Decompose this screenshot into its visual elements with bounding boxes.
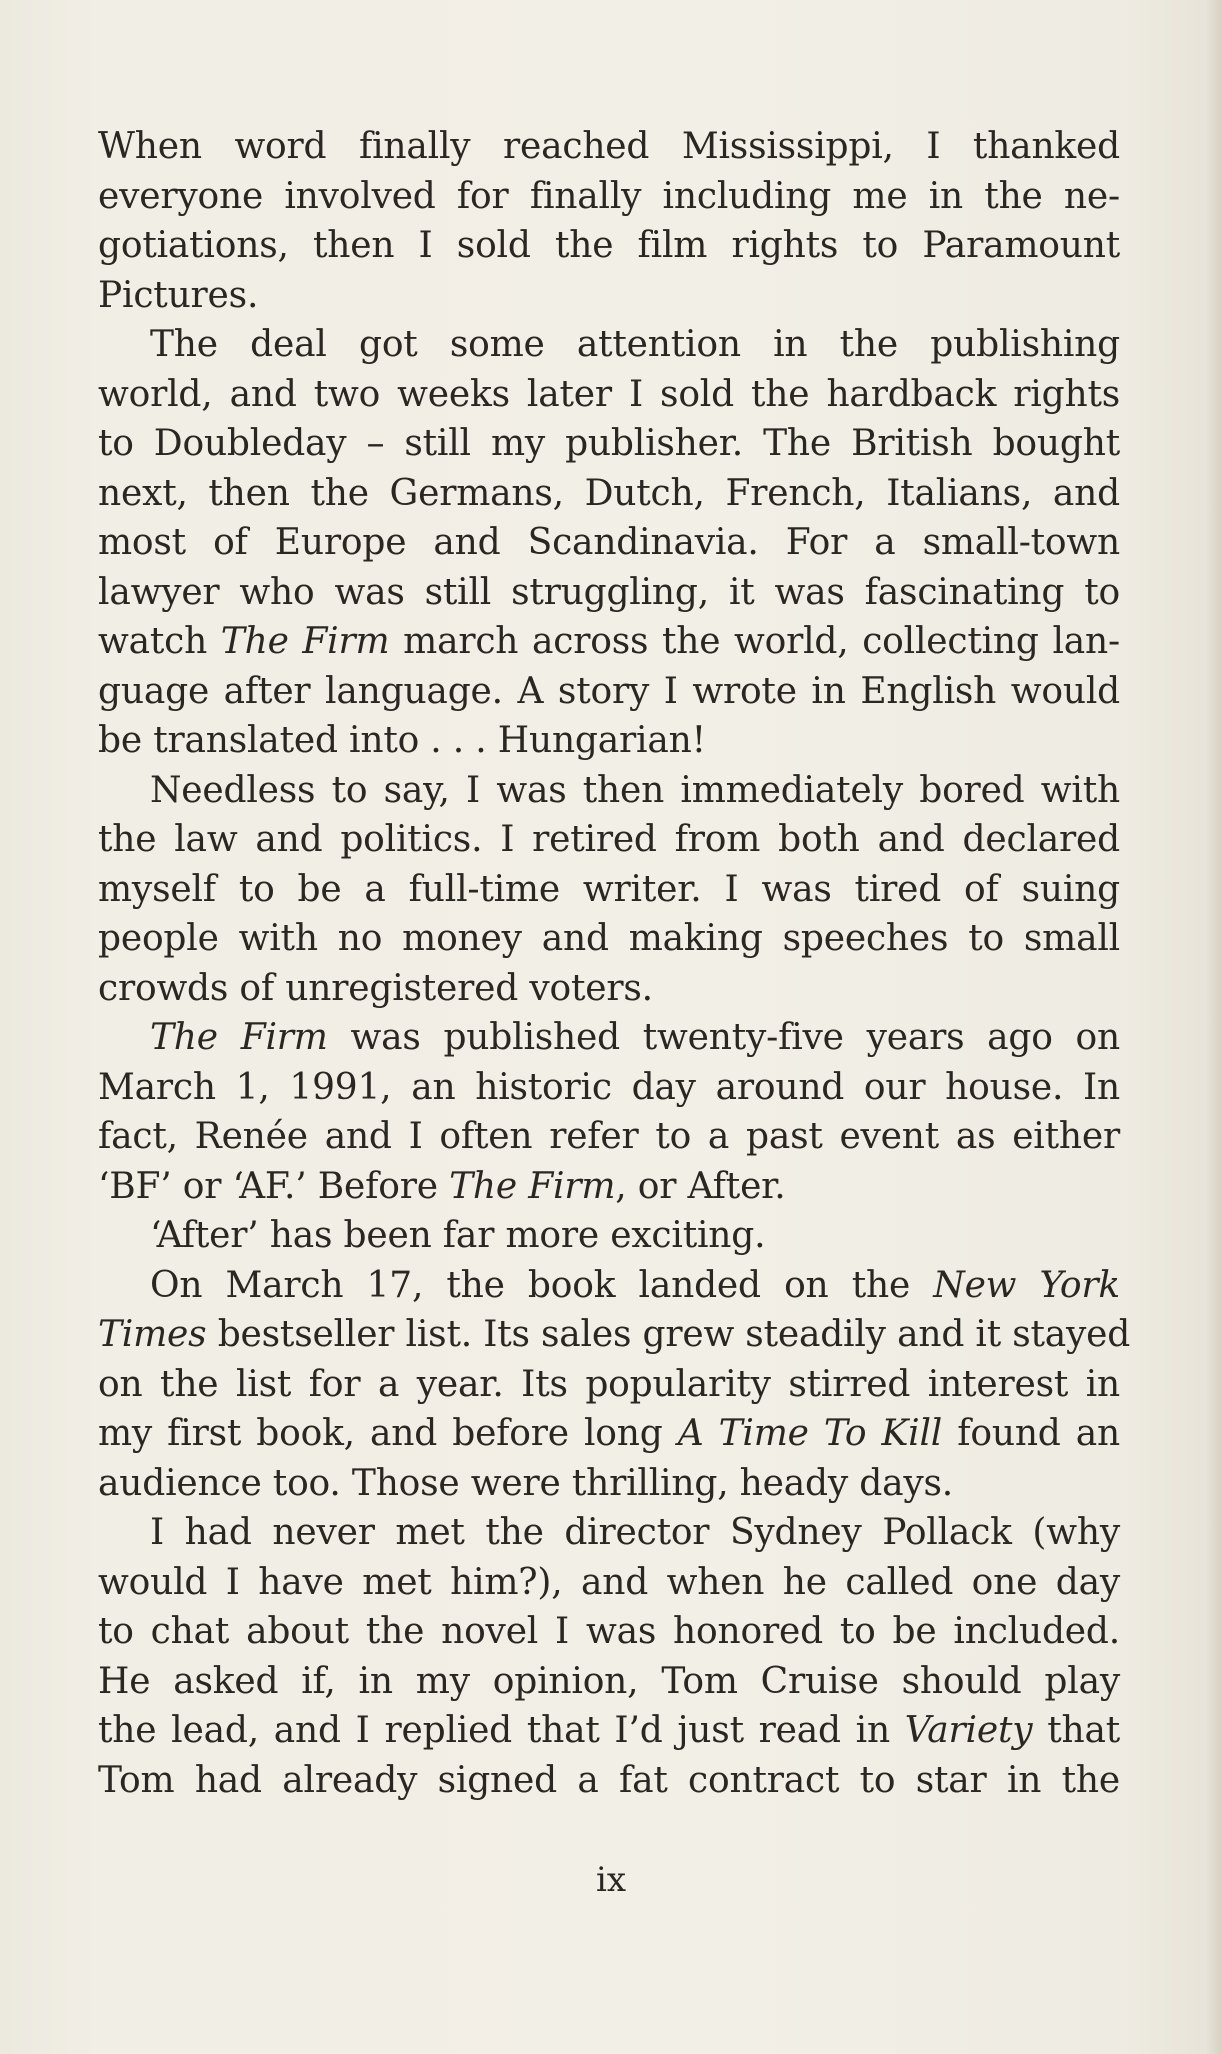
text-run: that <box>1032 1710 1120 1751</box>
text-run: , or After. <box>615 1165 786 1207</box>
paragraph-4 <box>98 1013 1120 1211</box>
text-line: to Doubleday – still my publisher. The British bought <box>98 423 1120 464</box>
text-line: lawyer who was still struggling, it was fascinating to <box>98 571 1120 613</box>
text-line: I had never met the director Sydney Pollack (why <box>150 1512 1120 1553</box>
text-line <box>98 1162 1120 1212</box>
text-line: He asked if, in my opinion, Tom Cruise should play <box>98 1660 1120 1702</box>
text-line: would I have met him?), and when he called one day <box>98 1561 1120 1603</box>
text-line: Tom had already signed a fat contract to star in the <box>98 1759 1120 1801</box>
text-line: March 1, 1991, an historic day around our house. In <box>98 1066 1120 1108</box>
text-line: gotiations, then I sold the film rights to Paramount <box>98 225 1120 266</box>
text-run: watch <box>98 621 221 662</box>
text-run: my first book, and before long <box>98 1413 678 1454</box>
text-run: march across the world, collecting lan- <box>389 621 1120 662</box>
page-number: ix <box>595 1860 627 1900</box>
text-run: On March 17, the book landed on the <box>150 1264 934 1306</box>
text-line: to chat about the novel I was honored to be included. <box>98 1611 1120 1652</box>
page-edge-shadow <box>1206 0 1222 2054</box>
text-run: bestseller list. Its sales grew steadily and it stayed <box>206 1314 1131 1355</box>
text-line: fact, Renée and I often refer to a past event as either <box>98 1116 1120 1157</box>
text-line: ‘After’ has been far more exciting. <box>150 1215 766 1256</box>
text-line: the law and politics. I retired from both and declared <box>98 819 1120 860</box>
paragraph-6 <box>98 1261 1131 1509</box>
text-line <box>98 1013 1120 1063</box>
newspaper-title-italic: New York <box>933 1264 1121 1306</box>
book-title-italic: The Firm <box>449 1165 616 1207</box>
text-line: everyone involved for finally including me in the ne- <box>98 175 1120 217</box>
text-line: guage after language. A story I wrote in English would <box>98 670 1120 712</box>
body-text <box>98 122 1131 1805</box>
paragraph-1 <box>98 122 1120 320</box>
text-run: the lead, and I replied that I’d just read in <box>98 1710 905 1751</box>
text-line: people with no money and making speeches to small <box>98 918 1120 959</box>
book-title-italic: The Firm <box>150 1017 328 1058</box>
text-line: myself to be a full-time writer. I was tired of suing <box>98 868 1120 910</box>
text-line: Needless to say, I was then immediately bored with <box>150 769 1120 811</box>
text-line <box>98 617 1120 667</box>
text-line: audience too. Those were thrilling, heady days. <box>98 1462 954 1504</box>
text-line <box>98 1706 1120 1756</box>
text-line <box>98 1409 1120 1459</box>
text-run: found an <box>942 1413 1120 1454</box>
paragraph-2 <box>98 320 1120 766</box>
text-run: ‘BF’ or ‘AF.’ Before <box>98 1165 450 1207</box>
book-title-italic: The Firm <box>220 621 390 662</box>
text-line: When word finally reached Mississippi, I thanked <box>98 126 1120 167</box>
paragraph-5 <box>98 1211 1120 1261</box>
magazine-title-italic: Variety <box>904 1710 1033 1751</box>
text-line: Pictures. <box>98 274 259 316</box>
newspaper-title-italic: Times <box>98 1314 207 1355</box>
text-line: next, then the Germans, Dutch, French, Italians, and <box>98 472 1120 514</box>
text-line: most of Europe and Scandinavia. For a small-town <box>98 522 1120 563</box>
text-line: world, and two weeks later I sold the hardback rights <box>98 373 1120 415</box>
text-line <box>98 1261 1120 1311</box>
text-run: was published twenty-five years ago on <box>327 1017 1120 1058</box>
text-line: be translated into . . . Hungarian! <box>98 720 706 761</box>
text-line: on the list for a year. Its popularity stirred interest in <box>98 1363 1120 1405</box>
text-line: crowds of unregistered voters. <box>98 967 653 1009</box>
text-line: The deal got some attention in the publishing <box>150 324 1120 365</box>
text-line <box>98 1310 1131 1360</box>
paragraph-7 <box>98 1508 1120 1805</box>
paragraph-3 <box>98 766 1120 1014</box>
book-title-italic: A Time To Kill <box>677 1413 943 1454</box>
